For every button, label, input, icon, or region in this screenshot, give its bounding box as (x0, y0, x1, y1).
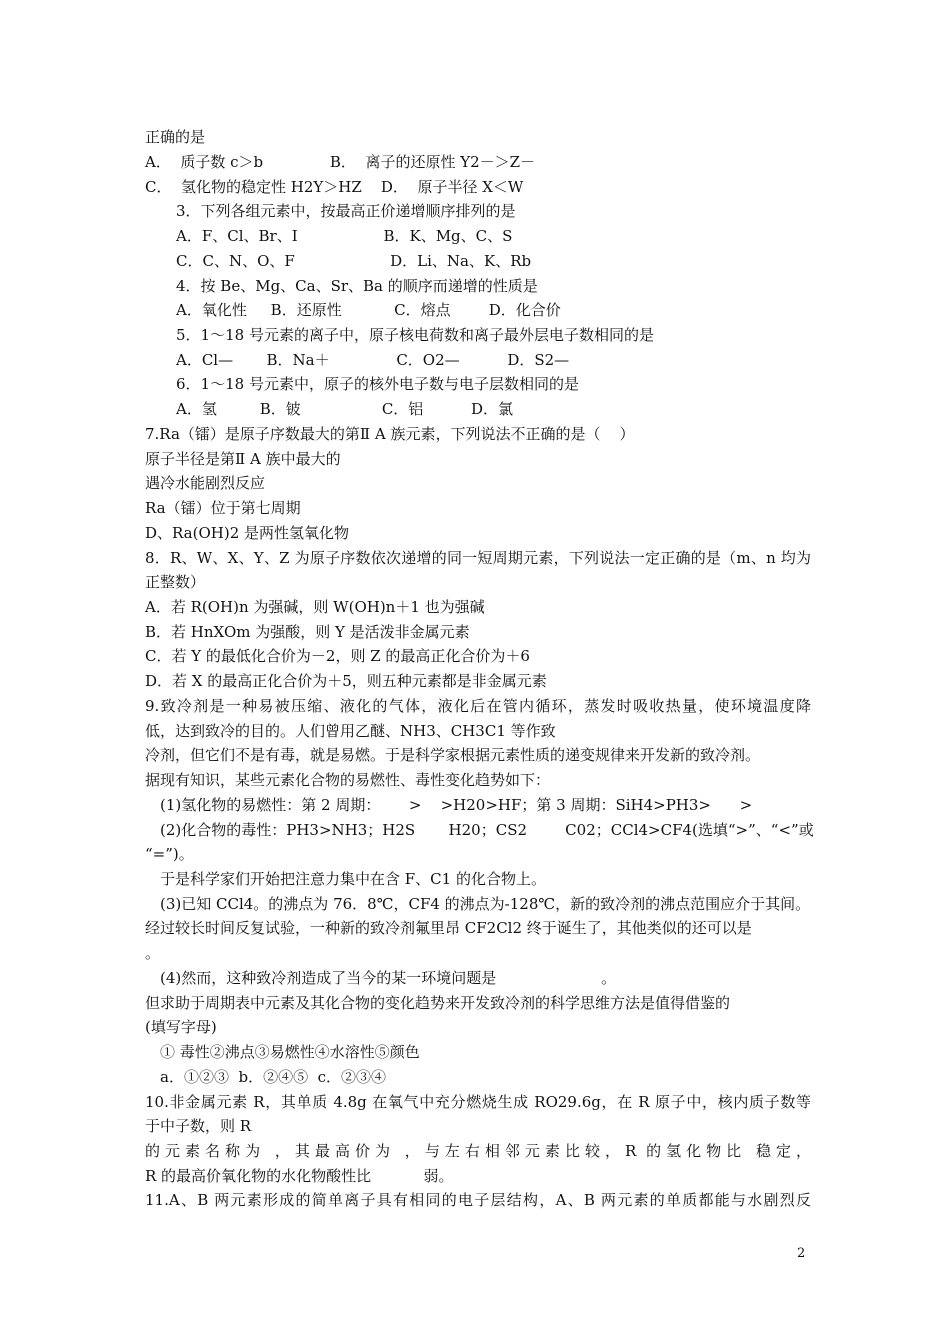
text-line: R 的最高价氧化物的水化物酸性比 弱。 (145, 1167, 454, 1185)
text-line: 于中子数，则 R (145, 1117, 252, 1135)
text-line: a．①②③ b．②④⑤ c．②③④ (160, 1068, 387, 1086)
text-line: 5．1～18 号元素的离子中，原子核电荷数和离子最外层电子数相同的是 (176, 326, 654, 344)
text-line: 低，达到致冷的目的。人们曾用乙醚、NH3、CH3C1 等作致 (145, 722, 556, 740)
text-line: 3．下列各组元素中，按最高正价递增顺序排列的是 (176, 202, 516, 220)
text-line: Ra（镭）位于第七周期 (145, 499, 301, 517)
text-line: D、Ra(OH)2 是两性氢氧化物 (145, 524, 350, 542)
text-line: A．F、Cl、Br、I B．K、Mg、C、S (176, 227, 513, 245)
text-line: (2)化合物的毒性：PH3>NH3；H2S H20；CS2 C02；CCl4>CF4(选填“>”、“<”或 (160, 821, 814, 839)
text-line: C．C、N、O、F D．Li、Na、K、Rb (176, 252, 532, 270)
text-line: B．若 HnXOm 为强酸，则 Y 是活泼非金属元素 (145, 623, 470, 641)
text-line: A．若 R(OH)n 为强碱，则 W(OH)n＋1 也为强碱 (145, 598, 485, 616)
text-line: 9.致冷剂是一种易被压缩、液化的气体，液化后在管内循环，蒸发时吸收热量，使环境温度降 (145, 697, 811, 715)
text-line: 经过较长时间反复试验，一种新的致冷剂氟里昂 CF2Cl2 终于诞生了，其他类似的还可以是 (145, 919, 752, 937)
text-line: 7.Ra（镭）是原子序数最大的第Ⅱ A 族元素，下列说法不正确的是（ ） (145, 425, 635, 443)
text-line: 11.A、B 两元素形成的简单离子具有相同的电子层结构，A、B 两元素的单质都能与水剧烈反 (145, 1191, 811, 1209)
text-line: 正整数） (145, 573, 206, 591)
text-line: 但求助于周期表中元素及其化合物的变化趋势来开发致冷剂的科学思维方法是值得借鉴的 (145, 994, 731, 1012)
text-line: 据现有知识，某些元素化合物的易燃性、毒性变化趋势如下： (145, 771, 551, 789)
text-line: “=”)。 (145, 845, 194, 863)
text-line: 遇冷水能剧烈反应 (145, 474, 266, 492)
text-line: (1)氢化物的易燃性：第 2 周期： > >H20>HF；第 3 周期：SiH4>PH3> > (160, 796, 753, 814)
text-line: A．氢 B．铍 C．铝 D．氯 (176, 400, 514, 418)
text-line: ① 毒性②沸点③易燃性④水溶性⑤颜色 (160, 1043, 420, 1061)
text-line: 10.非金属元素 R，其单质 4.8g 在氧气中充分燃烧生成 RO29.6g，在 R 原子中，核内质子数等 (145, 1093, 811, 1111)
text-line: 原子半径是第Ⅱ A 族中最大的 (145, 450, 341, 468)
text-line: (3)已知 CCl4。的沸点为 76．8℃，CF4 的沸点为-128℃，新的致冷剂的沸点范围应介于其间。 (160, 895, 811, 913)
text-line: 正确的是 (145, 128, 206, 146)
text-line: (4)然而，这种致冷剂造成了当今的某一环境问题是 。 (160, 969, 617, 987)
text-line: 6．1～18 号元素中，原子的核外电子数与电子层数相同的是 (176, 375, 579, 393)
text-line: 冷剂，但它们不是有毒，就是易燃。于是科学家根据元素性质的递变规律来开发新的致冷剂。 (145, 746, 761, 764)
text-line: A．Cl— B．Na＋ C．O2— D．S2— (176, 351, 570, 369)
text-line: A．氧化性 B．还原性 C．熔点 D．化合价 (176, 301, 561, 319)
text-line: 。 (145, 944, 161, 962)
text-line: 8．R、W、X、Y、Z 为原子序数依次递增的同一短周期元素，下列说法一定正确的是（m、n 均为 (145, 549, 811, 567)
text-line: C． 氢化物的稳定性 H2Y＞HZ D． 原子半径 X＜W (145, 178, 524, 196)
text-line: 4．按 Be、Mg、Ca、Sr、Ba 的顺序而递增的性质是 (176, 277, 538, 295)
text-line: C．若 Y 的最低化合价为－2，则 Z 的最高正化合价为＋6 (145, 647, 530, 665)
text-line: D．若 X 的最高正化合价为＋5，则五种元素都是非金属元素 (145, 672, 547, 690)
text-line: 的元素名称为 ，其最高价为 ，与左右相邻元素比较，R 的氢化物比 稳定， (145, 1142, 811, 1160)
text-line: A． 质子数 c＞b B． 离子的还原性 Y2－＞Z－ (145, 153, 536, 171)
text-line: 于是科学家们开始把注意力集中在含 F、C1 的化合物上。 (160, 870, 546, 888)
page-number: 2 (797, 1246, 806, 1261)
text-line: (填写字母) (145, 1018, 217, 1036)
